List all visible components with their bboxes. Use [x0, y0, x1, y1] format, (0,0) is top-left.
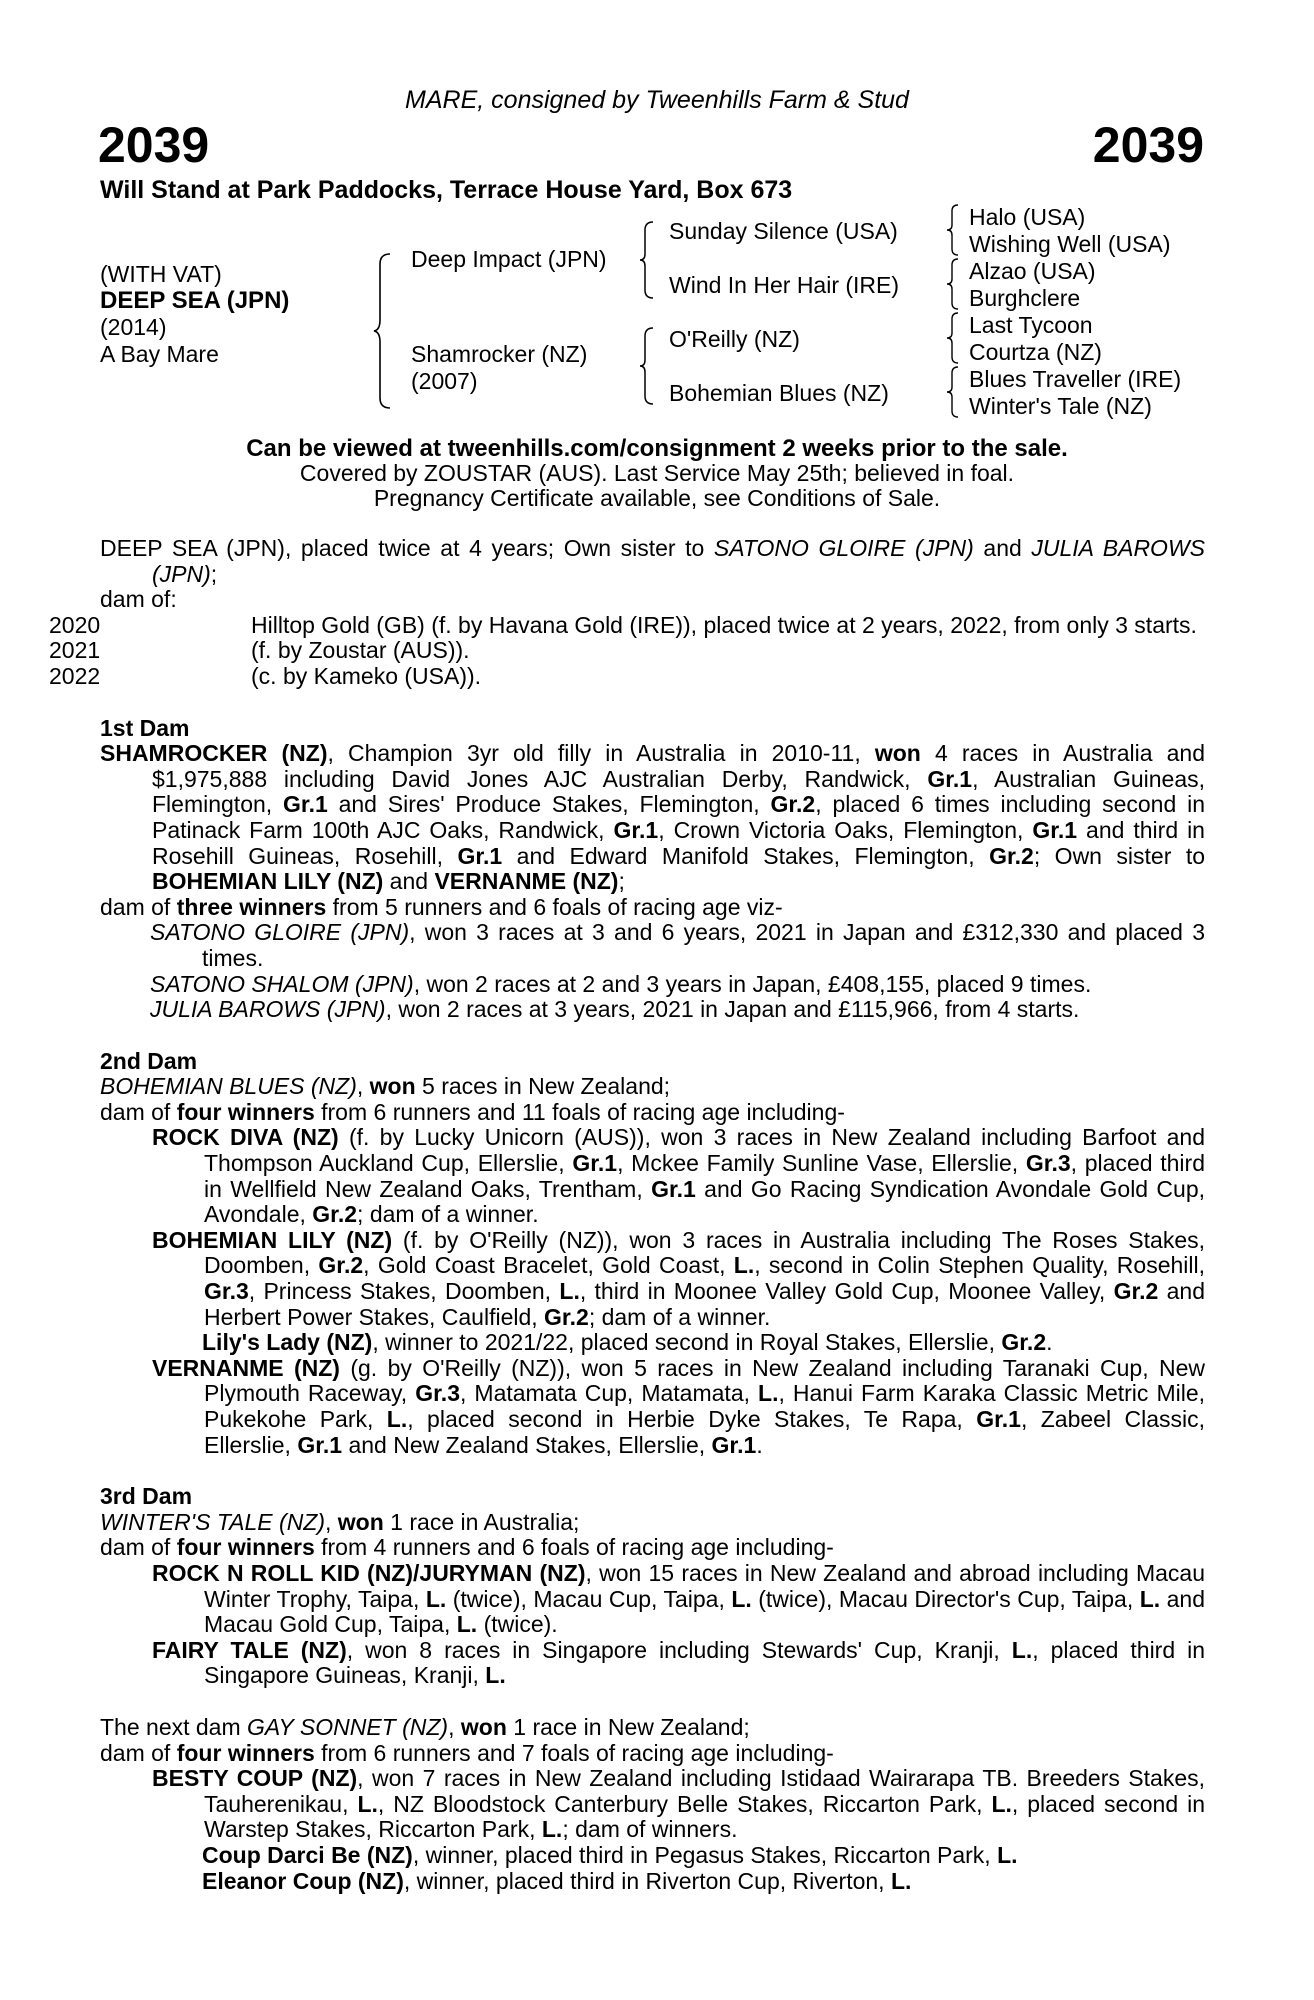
progeny-entry: VERNANME (NZ) (g. by O'Reilly (NZ)), won 5 races in New Zealand including Taranaki Cup, New Plymouth Raceway, Gr.3, Matamata Cup, Matamata, L., Hanui Farm Karaka Classic Metric Mile, Pukekohe Park, L., placed second in Herbie Dyke Stakes, Te Rapa, Gr.1, Zabeel Classic, Ellerslie, Gr.1 and New Zealand Stakes, Ellerslie, Gr.1. — [152, 1354, 1206, 1458]
third-dam-record: WINTER'S TALE (NZ), won 1 race in Australia; — [100, 1508, 580, 1535]
vat-note: (WITH VAT) — [100, 261, 222, 287]
progeny-entry: BOHEMIAN LILY (NZ) (f. by O'Reilly (NZ)), won 3 races in Australia including The Roses Stakes, Doomben, Gr.2, Gold Coast Bracelet, Gold Coast, L., second in Colin Stephen Quality, Rosehill, Gr.3, Princess Stakes, Doomben, L., third in Moonee Valley Gold Cup, Moonee Valley, Gr.2 and Herbert Power Stakes, Caulfield, Gr.2; dam of a winner. — [152, 1226, 1206, 1330]
stand-location: Will Stand at Park Paddocks, Terrace House Yard, Box 673 — [100, 176, 793, 204]
progeny-entry: SATONO SHALOM (JPN), won 2 races at 2 and 3 years in Japan, £408,155, placed 9 times. — [150, 970, 1092, 997]
grandparent-1: Halo (USA) — [969, 204, 1086, 230]
progeny-entry: SATONO GLOIRE (JPN), won 3 races at 3 and 6 years, 2021 in Japan and £312,330 and placed 3 times. — [150, 919, 1205, 971]
brace-g2 — [945, 257, 961, 311]
second-dam-label: 2nd Dam — [100, 1047, 198, 1074]
consignment-line: MARE, consigned by Tweenhills Farm & Stud — [405, 86, 909, 114]
sire-dam: Wind In Her Hair (IRE) — [669, 272, 900, 298]
third-dam-label: 3rd Dam — [100, 1483, 193, 1510]
grandparent-6: Courtza (NZ) — [969, 339, 1102, 365]
brace-g4 — [945, 365, 961, 419]
lot-number-left: 2039 — [98, 117, 210, 173]
grandparent-5: Last Tycoon — [969, 312, 1093, 338]
mare-name: DEEP SEA (JPN) — [100, 535, 285, 561]
viewing-line: Can be viewed at tweenhills.com/consignment 2 weeks prior to the sale. — [246, 435, 1068, 462]
grand-progeny-entry: Eleanor Coup (NZ), winner, placed third in Riverton Cup, Riverton, L. — [202, 1867, 912, 1894]
pregnancy-line: Pregnancy Certificate available, see Conditions of Sale. — [373, 485, 941, 511]
first-dam-name: SHAMROCKER (NZ) — [100, 740, 328, 767]
first-dam-label: 1st Dam — [100, 714, 190, 741]
sire-sire: Sunday Silence (USA) — [669, 218, 898, 244]
horse-name: DEEP SEA (JPN) — [100, 287, 290, 314]
grandparent-3: Alzao (USA) — [969, 258, 1096, 284]
progeny-entry: BESTY COUP (NZ), won 7 races in New Zealand including Istidaad Wairarapa TB. Breeders Stakes, Tauherenikau, L., NZ Bloodstock Canterbury Belle Stakes, Riccarton Park, L., placed second in Warstep Stakes, Riccarton Park, L.; dam of winners. — [152, 1765, 1205, 1843]
first-dam-produce-summary: dam of three winners from 5 runners and 6 foals of racing age viz- — [100, 893, 783, 920]
produce-row: 2020 Hilltop Gold (GB) (f. by Havana Gold (IRE)), placed twice at 2 years, 2022, from only 3 starts. — [49, 611, 1197, 638]
lot-number-right: 2039 — [1092, 117, 1204, 173]
sibling-2: JULIA BAROWS (JPN) — [152, 535, 1205, 587]
covered-line: Covered by ZOUSTAR (AUS). Last Service May 25th; believed in foal. — [299, 460, 1015, 486]
produce-row: 2021 (f. by Zoustar (AUS)). — [49, 637, 470, 664]
next-dam-produce-summary: dam of four winners from 6 runners and 7 foals of racing age including- — [100, 1739, 834, 1766]
brace-sire — [638, 220, 656, 300]
grandparent-7: Blues Traveller (IRE) — [969, 366, 1182, 392]
first-dam-record: SHAMROCKER (NZ), Champion 3yr old filly in Australia in 2010-11, won 4 races in Australia and $1,975,888 including David Jones AJC Australian Derby, Randwick, Gr.1, Australian Guineas, Flemington, Gr.1 and Sires' Produce Stakes, Flemington, Gr.2, placed 6 times including second in Patinack Farm 100th AJC Oaks, Randwick, Gr.1, Crown Victoria Oaks, Flemington, Gr.1 and third in Rosehill Guineas, Rosehill, Gr.1 and Edward Manifold Stakes, Flemington, Gr.2; Own sister to BOHEMIAN LILY (NZ) and VERNANME (NZ); — [100, 740, 1206, 895]
viewing-notes — [0, 436, 1314, 511]
progeny-entry: ROCK DIVA (NZ) (f. by Lucky Unicorn (AUS)), won 3 races in New Zealand including Barfoot and Thompson Auckland Cup, Ellerslie, Gr.1, Mckee Family Sunline Vase, Ellerslie, Gr.3, placed third in Wellfield New Zealand Oaks, Trentham, Gr.1 and Go Racing Syndication Avondale Gold Cup, Avondale, Gr.2; dam of a winner. — [152, 1124, 1206, 1228]
grandparent-4: Burghclere — [969, 285, 1081, 311]
produce-row: 2022 (c. by Kameko (USA)). — [49, 662, 482, 689]
grand-progeny-entry: Lily's Lady (NZ), winner to 2021/22, placed second in Royal Stakes, Ellerslie, Gr.2. — [202, 1329, 1053, 1356]
mare-summary: DEEP SEA (JPN), placed twice at 4 years; Own sister to SATONO GLOIRE (JPN) and JULIA BAROWS (JPN); — [100, 535, 1205, 587]
grandparent-2: Wishing Well (USA) — [969, 231, 1171, 257]
dam-dam: Bohemian Blues (NZ) — [669, 380, 889, 406]
brace-g3 — [945, 311, 961, 365]
dam-name: Shamrocker (NZ) — [411, 341, 588, 367]
produce-list — [49, 611, 1205, 690]
next-dam-record: The next dam GAY SONNET (NZ), won 1 race in New Zealand; — [100, 1713, 750, 1740]
sire-name: Deep Impact (JPN) — [411, 246, 607, 272]
progeny-entry: FAIRY TALE (NZ), won 8 races in Singapore including Stewards' Cup, Kranji, L., placed third in Singapore Guineas, Kranji, L. — [152, 1636, 1206, 1689]
sibling-1: SATONO GLOIRE (JPN) — [713, 535, 974, 561]
horse-description: A Bay Mare — [100, 341, 219, 367]
dam-of-label: dam of: — [100, 586, 177, 613]
progeny-entry: JULIA BAROWS (JPN), won 2 races at 3 years, 2021 in Japan and £115,966, from 4 starts. — [150, 996, 1080, 1023]
dam-year: (2007) — [411, 368, 478, 394]
third-dam-produce-summary: dam of four winners from 4 runners and 6 foals of racing age including- — [100, 1534, 834, 1561]
second-dam-produce-summary: dam of four winners from 6 runners and 11 foals of racing age including- — [100, 1098, 845, 1125]
dam-sire: O'Reilly (NZ) — [669, 326, 800, 352]
brace-main — [372, 252, 394, 410]
grand-progeny-entry: Coup Darci Be (NZ), winner, placed third in Pegasus Stakes, Riccarton Park, L. — [202, 1841, 1018, 1868]
horse-year: (2014) — [100, 314, 167, 340]
brace-g1 — [945, 203, 961, 257]
grandparent-8: Winter's Tale (NZ) — [969, 393, 1152, 419]
second-dam-record: BOHEMIAN BLUES (NZ), won 5 races in New Zealand; — [100, 1073, 671, 1100]
catalogue-body — [49, 535, 1206, 1894]
brace-dam — [638, 326, 656, 406]
progeny-entry: ROCK N ROLL KID (NZ)/JURYMAN (NZ), won 15 races in New Zealand and abroad including Macau Winter Trophy, Taipa, L. (twice), Macau Cup, Taipa, L. (twice), Macau Director's Cup, Taipa, L. and Macau Gold Cup, Taipa, L. (twice). — [152, 1559, 1206, 1638]
